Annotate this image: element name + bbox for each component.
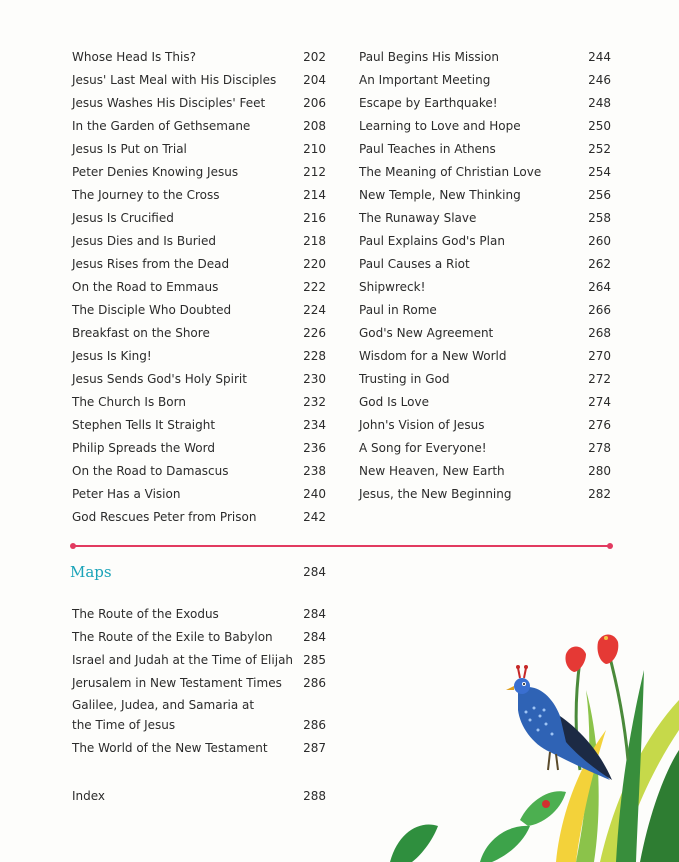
maps-list <box>72 603 326 760</box>
toc-entry-title: God's New Agreement <box>359 326 494 340</box>
toc-entry-page: 208 <box>303 119 326 133</box>
toc-entry[interactable] <box>359 483 611 506</box>
toc-entry-page: 252 <box>588 142 611 156</box>
map-entry[interactable] <box>72 695 326 737</box>
toc-entry-title: Paul Begins His Mission <box>359 50 499 64</box>
toc-entry-title: John's Vision of Jesus <box>359 418 485 432</box>
toc-entry-title: Shipwreck! <box>359 280 426 294</box>
toc-entry-title: New Temple, New Thinking <box>359 188 521 202</box>
toc-entry[interactable] <box>359 253 611 276</box>
toc-entry[interactable] <box>72 299 326 322</box>
toc-entry-page: 234 <box>303 418 326 432</box>
toc-entry-page: 262 <box>588 257 611 271</box>
divider-dot-right <box>607 543 613 549</box>
section-divider <box>72 545 611 547</box>
toc-entry-title: Escape by Earthquake! <box>359 96 498 110</box>
toc-entry-page: 250 <box>588 119 611 133</box>
map-entry[interactable] <box>72 737 326 760</box>
toc-entry[interactable] <box>359 322 611 345</box>
toc-entry[interactable] <box>359 138 611 161</box>
toc-entry-page: 232 <box>303 395 326 409</box>
toc-entry[interactable] <box>359 299 611 322</box>
toc-entry-title: The Runaway Slave <box>359 211 477 225</box>
map-entry-title: The World of the New Testament <box>72 741 268 755</box>
toc-entry-page: 256 <box>588 188 611 202</box>
toc-entry[interactable] <box>359 276 611 299</box>
toc-entry-page: 270 <box>588 349 611 363</box>
toc-entry-title: Paul Causes a Riot <box>359 257 470 271</box>
toc-entry-title: Jesus Sends God's Holy Spirit <box>72 372 247 386</box>
toc-entry-page: 218 <box>303 234 326 248</box>
toc-entry-page: 238 <box>303 464 326 478</box>
toc-entry[interactable] <box>72 322 326 345</box>
toc-entry-page: 264 <box>588 280 611 294</box>
toc-column-right <box>359 46 611 506</box>
toc-entry[interactable] <box>72 276 326 299</box>
map-entry[interactable] <box>72 626 326 649</box>
map-entry[interactable] <box>72 603 326 626</box>
map-entry-title: Israel and Judah at the Time of Elijah <box>72 653 294 667</box>
toc-entry-page: 214 <box>303 188 326 202</box>
toc-entry[interactable] <box>72 161 326 184</box>
toc-entry-title: A Song for Everyone! <box>359 441 487 455</box>
toc-entry[interactable] <box>72 437 326 460</box>
map-entry-title: Galilee, Judea, and Samaria at the Time of Jesus <box>72 698 255 732</box>
map-entry-title: Jerusalem in New Testament Times <box>72 676 282 690</box>
toc-entry[interactable] <box>72 414 326 437</box>
toc-entry[interactable] <box>72 230 326 253</box>
maps-heading-page: 284 <box>303 565 326 579</box>
toc-entry-title: Paul Explains God's Plan <box>359 234 505 248</box>
toc-entry[interactable] <box>359 414 611 437</box>
toc-entry-page: 222 <box>303 280 326 294</box>
map-entry-page: 287 <box>303 741 326 755</box>
toc-entry-title: Jesus Is Put on Trial <box>72 142 187 156</box>
toc-entry-page: 212 <box>303 165 326 179</box>
toc-entry-title: Whose Head Is This? <box>72 50 196 64</box>
toc-entry-title: The Church Is Born <box>72 395 186 409</box>
toc-entry-page: 268 <box>588 326 611 340</box>
toc-entry-title: God Is Love <box>359 395 429 409</box>
toc-entry[interactable] <box>72 46 326 69</box>
toc-entry-title: Jesus Dies and Is Buried <box>72 234 216 248</box>
map-entry[interactable] <box>72 649 326 672</box>
leaf-bottom-mid-icon <box>480 826 530 862</box>
tulip-flower-icon <box>565 647 586 673</box>
toc-entry[interactable] <box>359 230 611 253</box>
bird-beak-icon <box>506 686 514 690</box>
toc-entry-page: 266 <box>588 303 611 317</box>
toc-entry-page: 204 <box>303 73 326 87</box>
toc-entry-title: Peter Denies Knowing Jesus <box>72 165 239 179</box>
toc-entry[interactable] <box>359 460 611 483</box>
toc-entry[interactable] <box>72 483 326 506</box>
toc-entry-page: 240 <box>303 487 326 501</box>
toc-entry[interactable] <box>72 69 326 92</box>
map-entry-page: 286 <box>303 676 326 690</box>
toc-entry-page: 244 <box>588 50 611 64</box>
toc-entry-title: New Heaven, New Earth <box>359 464 505 478</box>
toc-entry-page: 224 <box>303 303 326 317</box>
toc-entry-page: 274 <box>588 395 611 409</box>
maps-heading-row[interactable] <box>70 563 326 581</box>
map-entry-page: 286 <box>303 718 326 732</box>
toc-entry-page: 278 <box>588 441 611 455</box>
toc-entry[interactable] <box>359 46 611 69</box>
toc-entry-page: 276 <box>588 418 611 432</box>
toc-entry-title: Breakfast on the Shore <box>72 326 210 340</box>
toc-entry[interactable] <box>359 92 611 115</box>
toc-entry[interactable] <box>72 138 326 161</box>
map-entry-page: 284 <box>303 607 326 621</box>
toc-entry-title: Jesus, the New Beginning <box>359 487 512 501</box>
toc-entry-title: Trusting in God <box>359 372 450 386</box>
toc-entry[interactable] <box>72 460 326 483</box>
map-entry-title: The Route of the Exodus <box>72 607 219 621</box>
toc-entry-page: 226 <box>303 326 326 340</box>
toc-entry[interactable] <box>359 69 611 92</box>
toc-entry-page: 254 <box>588 165 611 179</box>
toc-entry-title: Jesus' Last Meal with His Disciples <box>72 73 277 87</box>
toc-entry-title: Philip Spreads the Word <box>72 441 215 455</box>
toc-entry-title: On the Road to Damascus <box>72 464 229 478</box>
toc-entry-page: 216 <box>303 211 326 225</box>
toc-entry-page: 220 <box>303 257 326 271</box>
toc-entry-page: 206 <box>303 96 326 110</box>
toc-entry[interactable] <box>72 207 326 230</box>
toc-entry[interactable] <box>72 345 326 368</box>
toc-entry-title: The Disciple Who Doubted <box>72 303 232 317</box>
toc-entry-page: 260 <box>588 234 611 248</box>
maps-heading: Maps <box>70 563 112 581</box>
toc-entry[interactable] <box>72 115 326 138</box>
toc-entry-page: 202 <box>303 50 326 64</box>
map-entry-title: The Route of the Exile to Babylon <box>72 630 273 644</box>
tulip-flower-icon <box>597 635 618 665</box>
toc-entry-title: Paul in Rome <box>359 303 437 317</box>
toc-entry-page: 230 <box>303 372 326 386</box>
toc-entry[interactable] <box>359 161 611 184</box>
toc-entry[interactable] <box>359 345 611 368</box>
toc-entry-page: 242 <box>303 510 326 524</box>
toc-entry-title: The Journey to the Cross <box>72 188 220 202</box>
leaf-bottom-left-icon <box>390 825 438 862</box>
toc-entry-title: Jesus Washes His Disciples' Feet <box>72 96 266 110</box>
toc-entry-page: 248 <box>588 96 611 110</box>
map-entry-page: 284 <box>303 630 326 644</box>
map-entry[interactable] <box>72 672 326 695</box>
toc-entry-title: In the Garden of Gethsemane <box>72 119 251 133</box>
leaf-ladybug-icon <box>520 791 566 826</box>
toc-entry-title: Jesus Is King! <box>72 349 152 363</box>
toc-entry-title: Peter Has a Vision <box>72 487 181 501</box>
toc-entry-title: Wisdom for a New World <box>359 349 507 363</box>
toc-entry[interactable] <box>72 391 326 414</box>
toc-entry[interactable] <box>359 437 611 460</box>
toc-entry-page: 282 <box>588 487 611 501</box>
toc-entry-page: 236 <box>303 441 326 455</box>
toc-entry-page: 280 <box>588 464 611 478</box>
toc-entry[interactable] <box>359 391 611 414</box>
ladybug-icon <box>542 800 550 808</box>
toc-column-left <box>72 46 326 529</box>
toc-entry-page: 210 <box>303 142 326 156</box>
toc-entry[interactable] <box>359 184 611 207</box>
toc-entry-title: The Meaning of Christian Love <box>359 165 542 179</box>
toc-entry-page: 228 <box>303 349 326 363</box>
toc-entry-title: Learning to Love and Hope <box>359 119 521 133</box>
index-entry[interactable] <box>72 785 326 808</box>
toc-entry-page: 258 <box>588 211 611 225</box>
toc-entry[interactable] <box>72 506 326 529</box>
toc-entry[interactable] <box>72 184 326 207</box>
toc-entry[interactable] <box>72 368 326 391</box>
index-page: 288 <box>303 789 326 803</box>
bird-head-icon <box>514 678 530 694</box>
map-entry-page: 285 <box>303 653 326 667</box>
toc-entry-title: Jesus Rises from the Dead <box>72 257 230 271</box>
toc-entry[interactable] <box>72 253 326 276</box>
toc-entry-title: An Important Meeting <box>359 73 491 87</box>
toc-entry-title: Stephen Tells It Straight <box>72 418 216 432</box>
toc-entry-title: Jesus Is Crucified <box>72 211 174 225</box>
toc-entry-page: 246 <box>588 73 611 87</box>
index-title: Index <box>72 789 106 803</box>
toc-entry[interactable] <box>359 368 611 391</box>
toc-entry-title: On the Road to Emmaus <box>72 280 219 294</box>
toc-entry[interactable] <box>359 115 611 138</box>
toc-entry[interactable] <box>359 207 611 230</box>
toc-entry[interactable] <box>72 92 326 115</box>
toc-entry-page: 272 <box>588 372 611 386</box>
toc-entry-title: God Rescues Peter from Prison <box>72 510 257 524</box>
divider-dot-left <box>70 543 76 549</box>
bird-and-plants-illustration <box>380 620 679 862</box>
toc-entry-title: Paul Teaches in Athens <box>359 142 496 156</box>
